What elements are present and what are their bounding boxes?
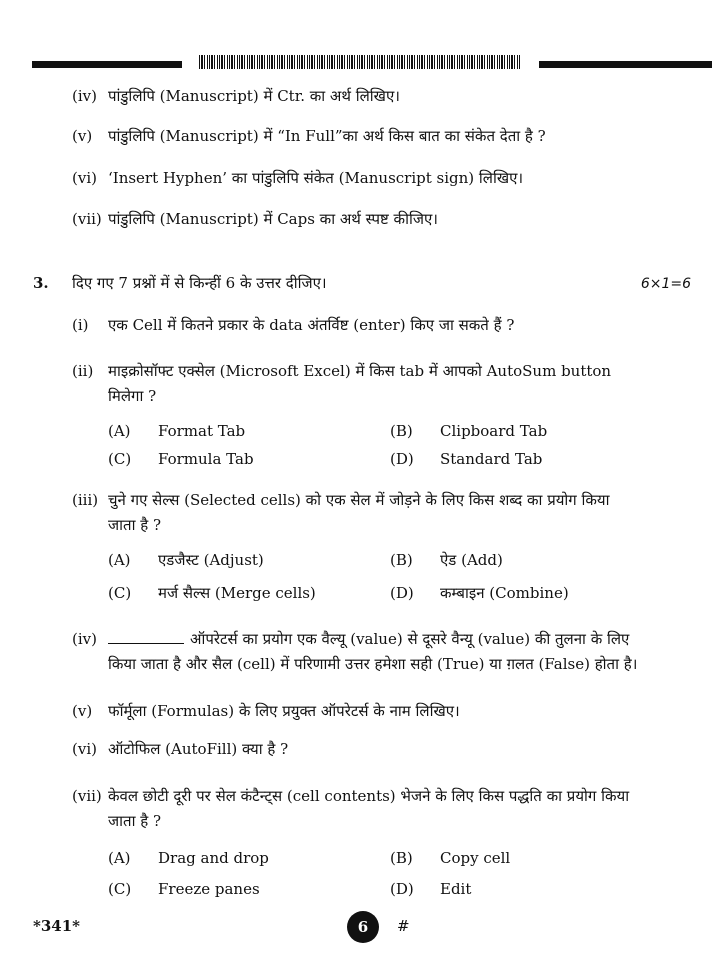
option-label: (D) xyxy=(390,584,414,602)
option-label: (D) xyxy=(390,880,414,898)
option-label: (C) xyxy=(108,880,132,898)
paper-code: *341* xyxy=(33,917,80,935)
option-label: (B) xyxy=(390,551,413,569)
question-instruction: दिए गए 7 प्रश्नों में से किन्हीं 6 के उत्तर दीजिए। xyxy=(72,274,327,292)
question-text: पांडुलिपि (Manuscript) में Caps का अर्थ स्पष्ट कीजिए। xyxy=(108,210,438,228)
question-text xyxy=(108,629,698,651)
question-text: फॉर्मूला (Formulas) के लिए प्रयुक्त ऑपरेटर्स के नाम लिखिए। xyxy=(108,702,460,720)
option-text: Copy cell xyxy=(440,849,511,867)
question-number: 3. xyxy=(33,274,49,292)
header-rule-right xyxy=(539,61,712,68)
option-text: एडजैस्ट (Adjust) xyxy=(158,551,264,569)
hash-mark: # xyxy=(397,917,410,935)
page-number-badge: 6 xyxy=(347,911,379,943)
option-label: (A) xyxy=(108,551,131,569)
marks-allocation: 6×1=6 xyxy=(640,276,691,292)
part-number: (vii) xyxy=(72,787,102,805)
question-text-continued: किया जाता है और सैल (cell) में परिणामी उत्तर हमेशा सही (True) या ग़लत (False) होता है। xyxy=(108,655,638,673)
question-text: ‘Insert Hyphen’ का पांडुलिपि संकेत (Manuscript sign) लिखिए। xyxy=(108,169,524,187)
option-label: (C) xyxy=(108,450,132,468)
header-rule-left xyxy=(32,61,182,68)
option-text: Clipboard Tab xyxy=(440,422,548,440)
part-number: (vi) xyxy=(72,740,97,758)
question-text-after-blank: ऑपरेटर्स का प्रयोग एक वैल्यू (value) से दूसरे वैन्यू (value) की तुलना के लिए xyxy=(190,630,630,648)
question-text-continued: जाता है ? xyxy=(108,812,161,830)
option-text: मर्ज सैल्स (Merge cells) xyxy=(158,584,316,602)
question-text: पांडुलिपि (Manuscript) में “In Full”का अर्थ किस बात का संकेत देता है ? xyxy=(108,127,546,145)
part-number: (i) xyxy=(72,316,89,334)
question-text-continued: मिलेगा ? xyxy=(108,387,157,405)
option-text: ऐड (Add) xyxy=(440,551,503,569)
option-label: (B) xyxy=(390,422,413,440)
option-label: (C) xyxy=(108,584,132,602)
option-text: Edit xyxy=(440,880,472,898)
part-number: (ii) xyxy=(72,362,94,380)
option-text: Format Tab xyxy=(158,422,246,440)
option-text: Standard Tab xyxy=(440,450,543,468)
part-number: (iii) xyxy=(72,491,99,509)
question-text: पांडुलिपि (Manuscript) में Ctr. का अर्थ लिखिए। xyxy=(108,87,400,105)
part-number: (v) xyxy=(72,702,93,720)
option-label: (B) xyxy=(390,849,413,867)
question-text: केवल छोटी दूरी पर सेल कंटैन्ट्स (cell contents) भेजने के लिए किस पद्धति का प्रयोग किया xyxy=(108,787,630,805)
question-text: माइक्रोसॉफ्ट एक्सेल (Microsoft Excel) में किस tab में आपको AutoSum button xyxy=(108,362,612,380)
barcode xyxy=(199,55,521,69)
question-text: एक Cell में कितने प्रकार के data अंतर्विष्ट (enter) किए जा सकते हैं ? xyxy=(108,316,515,334)
fill-in-blank xyxy=(108,629,184,644)
part-number: (vii) xyxy=(72,210,102,228)
option-label: (D) xyxy=(390,450,414,468)
option-label: (A) xyxy=(108,422,131,440)
question-text: चुने गए सेल्स (Selected cells) को एक सेल में जोड़ने के लिए किस शब्द का प्रयोग किया xyxy=(108,491,610,509)
option-text: कम्बाइन (Combine) xyxy=(440,584,569,602)
part-number: (iv) xyxy=(72,87,97,105)
option-text: Freeze panes xyxy=(158,880,260,898)
part-number: (vi) xyxy=(72,169,97,187)
option-text: Drag and drop xyxy=(158,849,269,867)
option-label: (A) xyxy=(108,849,131,867)
part-number: (iv) xyxy=(72,630,97,648)
option-text: Formula Tab xyxy=(158,450,254,468)
part-number: (v) xyxy=(72,127,93,145)
question-text: ऑटोफिल (AutoFill) क्या है ? xyxy=(108,740,289,758)
question-text-continued: जाता है ? xyxy=(108,516,161,534)
